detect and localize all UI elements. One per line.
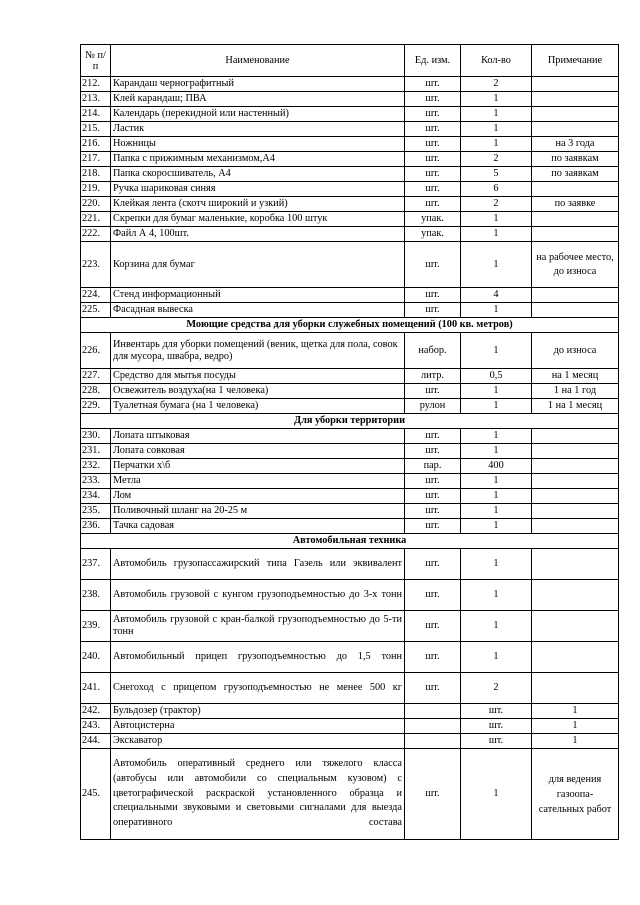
- row-note: [532, 549, 619, 580]
- row-qty: 2: [461, 197, 532, 212]
- row-note: [532, 504, 619, 519]
- table-row: [81, 288, 619, 303]
- section-title: Автомобильная техника: [81, 534, 619, 549]
- row-note: [532, 92, 619, 107]
- row-note: 1: [532, 704, 619, 719]
- section-header: [81, 318, 619, 333]
- row-num: 214.: [81, 107, 111, 122]
- header-note: Примечание: [532, 45, 619, 77]
- row-num: 217.: [81, 152, 111, 167]
- section-title: Моющие средства для уборки служебных помещений (100 кв. метров): [81, 318, 619, 333]
- row-note: на 1 месяц: [532, 369, 619, 384]
- row-unit: шт.: [405, 122, 461, 137]
- row-unit: шт.: [405, 580, 461, 611]
- row-name: Ластик: [111, 122, 405, 137]
- row-note: [532, 580, 619, 611]
- row-note: [532, 444, 619, 459]
- row-unit: шт.: [405, 288, 461, 303]
- row-note: 1 на 1 год: [532, 384, 619, 399]
- row-qty: 1: [461, 749, 532, 840]
- row-qty: 1: [461, 429, 532, 444]
- row-num: 233.: [81, 474, 111, 489]
- row-unit: шт.: [405, 549, 461, 580]
- table-row: [81, 489, 619, 504]
- row-qty: 4: [461, 288, 532, 303]
- row-qty: 1: [461, 611, 532, 642]
- row-num: 220.: [81, 197, 111, 212]
- table-row: [81, 107, 619, 122]
- row-num: 244.: [81, 734, 111, 749]
- section-title: Для уборки территории: [81, 414, 619, 429]
- row-num: 229.: [81, 399, 111, 414]
- row-unit: шт.: [405, 167, 461, 182]
- row-unit: набор.: [405, 333, 461, 369]
- section-header: [81, 414, 619, 429]
- section-header: [81, 534, 619, 549]
- row-qty: 1: [461, 489, 532, 504]
- table-row: [81, 444, 619, 459]
- row-name: Автомобиль оперативный среднего или тяжелого класса (автобусы или автомобили со специальным кузовом) с цветографической раскраской установленного образца и специальными звуковыми и световыми сигналами для выезда оперативного состава: [111, 749, 405, 840]
- row-unit: шт.: [405, 92, 461, 107]
- row-qty: 2: [461, 673, 532, 704]
- row-name: Корзина для бумаг: [111, 242, 405, 288]
- table-row: [81, 673, 619, 704]
- table-row: [81, 137, 619, 152]
- row-unit: шт.: [405, 642, 461, 673]
- row-qty: 1: [461, 549, 532, 580]
- row-name: Стенд информационный: [111, 288, 405, 303]
- row-note: 1: [532, 734, 619, 749]
- row-unit: шт.: [405, 303, 461, 318]
- table-row: [81, 197, 619, 212]
- table-row: [81, 152, 619, 167]
- row-unit: шт.: [405, 429, 461, 444]
- table-row: [81, 429, 619, 444]
- table-header-row: [81, 45, 619, 77]
- row-num: 222.: [81, 227, 111, 242]
- row-qty: 1: [461, 137, 532, 152]
- row-unit: шт.: [405, 444, 461, 459]
- row-note: [532, 519, 619, 534]
- row-name: Лопата совковая: [111, 444, 405, 459]
- row-note: [532, 212, 619, 227]
- table-row: [81, 369, 619, 384]
- row-qty: шт.: [461, 719, 532, 734]
- row-qty: 1: [461, 399, 532, 414]
- row-qty: 400: [461, 459, 532, 474]
- row-num: 240.: [81, 642, 111, 673]
- table-row: [81, 474, 619, 489]
- row-qty: 1: [461, 333, 532, 369]
- row-name: Автомобиль грузовой с кран-балкой грузоподъемностью до 5-ти тонн: [111, 611, 405, 642]
- row-note: [532, 642, 619, 673]
- table-row: [81, 611, 619, 642]
- table-row: [81, 92, 619, 107]
- row-name: Клейкая лента (скотч широкий и узкий): [111, 197, 405, 212]
- row-note: [532, 429, 619, 444]
- row-num: 238.: [81, 580, 111, 611]
- row-unit: шт.: [405, 137, 461, 152]
- table-row: [81, 303, 619, 318]
- row-note: [532, 77, 619, 92]
- table-row: [81, 580, 619, 611]
- row-name: Лопата штыковая: [111, 429, 405, 444]
- table-row: [81, 122, 619, 137]
- row-name: Средство для мытья посуды: [111, 369, 405, 384]
- row-note: [532, 673, 619, 704]
- row-num: 241.: [81, 673, 111, 704]
- row-qty: 1: [461, 227, 532, 242]
- row-name: Файл А 4, 100шт.: [111, 227, 405, 242]
- row-qty: 1: [461, 92, 532, 107]
- row-num: 219.: [81, 182, 111, 197]
- row-name: Ручка шариковая синяя: [111, 182, 405, 197]
- row-name: Освежитель воздуха(на 1 человека): [111, 384, 405, 399]
- row-qty: 1: [461, 519, 532, 534]
- row-qty: 1: [461, 642, 532, 673]
- row-num: 236.: [81, 519, 111, 534]
- row-num: 239.: [81, 611, 111, 642]
- row-name: Туалетная бумага (на 1 человека): [111, 399, 405, 414]
- row-num: 224.: [81, 288, 111, 303]
- row-note: на рабочее место, до износа: [532, 242, 619, 288]
- table-row: [81, 212, 619, 227]
- row-name: Поливочный шланг на 20-25 м: [111, 504, 405, 519]
- table-row: [81, 227, 619, 242]
- row-unit: шт.: [405, 474, 461, 489]
- table-row: [81, 519, 619, 534]
- row-unit: рулон: [405, 399, 461, 414]
- row-unit: упак.: [405, 227, 461, 242]
- row-note: [532, 288, 619, 303]
- row-qty: 5: [461, 167, 532, 182]
- row-unit: шт.: [405, 197, 461, 212]
- row-num: 228.: [81, 384, 111, 399]
- table-row: [81, 77, 619, 92]
- row-name: Папка скоросшиватель, А4: [111, 167, 405, 182]
- table-row: [81, 642, 619, 673]
- row-name: Снегоход с прицепом грузоподъемностью не менее 500 кг: [111, 673, 405, 704]
- row-num: 226.: [81, 333, 111, 369]
- row-name: Лом: [111, 489, 405, 504]
- row-num: 216.: [81, 137, 111, 152]
- row-unit: шт.: [405, 384, 461, 399]
- row-qty: 1: [461, 384, 532, 399]
- row-name: Автоцистерна: [111, 719, 405, 734]
- table-row: [81, 182, 619, 197]
- row-note: [532, 459, 619, 474]
- row-name: Инвентарь для уборки помещений (веник, щетка для пола, совок для мусора, швабра, ведро): [111, 333, 405, 369]
- row-name: Папка с прижимным механизмом,А4: [111, 152, 405, 167]
- row-note: [532, 474, 619, 489]
- row-name: Метла: [111, 474, 405, 489]
- row-name: Тачка садовая: [111, 519, 405, 534]
- row-name: Экскаватор: [111, 734, 405, 749]
- row-num: 227.: [81, 369, 111, 384]
- row-unit: шт.: [405, 489, 461, 504]
- row-num: 230.: [81, 429, 111, 444]
- row-num: 234.: [81, 489, 111, 504]
- table-row: [81, 333, 619, 369]
- row-num: 231.: [81, 444, 111, 459]
- row-name: Скрепки для бумаг маленькие, коробка 100 штук: [111, 212, 405, 227]
- row-note: на 3 года: [532, 137, 619, 152]
- row-name: Фасадная вывеска: [111, 303, 405, 318]
- row-note: для ведения газоопа-сательных работ: [532, 749, 619, 840]
- row-note: [532, 227, 619, 242]
- supply-table: [80, 44, 619, 840]
- row-unit: шт.: [405, 152, 461, 167]
- header-qty: Кол-во: [461, 45, 532, 77]
- row-qty: шт.: [461, 704, 532, 719]
- row-name: Автомобиль грузопассажирский типа Газель или эквивалент: [111, 549, 405, 580]
- row-qty: 1: [461, 303, 532, 318]
- table-row: [81, 504, 619, 519]
- row-num: 245.: [81, 749, 111, 840]
- row-name: Календарь (перекидной или настенный): [111, 107, 405, 122]
- row-note: по заявкам: [532, 167, 619, 182]
- row-num: 235.: [81, 504, 111, 519]
- row-qty: 1: [461, 122, 532, 137]
- row-num: 212.: [81, 77, 111, 92]
- row-num: 232.: [81, 459, 111, 474]
- header-num: № п/п: [81, 45, 111, 77]
- row-num: 225.: [81, 303, 111, 318]
- table-row: [81, 549, 619, 580]
- row-note: [532, 107, 619, 122]
- row-unit: шт.: [405, 107, 461, 122]
- row-qty: 2: [461, 152, 532, 167]
- row-note: [532, 122, 619, 137]
- row-name: Ножницы: [111, 137, 405, 152]
- row-name: Перчатки х\б: [111, 459, 405, 474]
- header-unit: Ед. изм.: [405, 45, 461, 77]
- table-row: [81, 749, 619, 840]
- row-unit: шт.: [405, 242, 461, 288]
- row-qty: 6: [461, 182, 532, 197]
- table-row: [81, 384, 619, 399]
- table-row: [81, 459, 619, 474]
- table-row: [81, 399, 619, 414]
- row-num: 215.: [81, 122, 111, 137]
- row-unit: литр.: [405, 369, 461, 384]
- row-name: Автомобиль грузовой с кунгом грузоподъемностью до 3-х тонн: [111, 580, 405, 611]
- row-unit: шт.: [405, 611, 461, 642]
- table-row: [81, 242, 619, 288]
- row-qty: 0,5: [461, 369, 532, 384]
- row-unit: шт.: [405, 77, 461, 92]
- row-note: [532, 303, 619, 318]
- row-num: 221.: [81, 212, 111, 227]
- row-qty: 1: [461, 107, 532, 122]
- row-name: Карандаш чернографитный: [111, 77, 405, 92]
- row-unit: шт.: [405, 182, 461, 197]
- row-name: Клей карандаш; ПВА: [111, 92, 405, 107]
- row-unit: шт.: [405, 749, 461, 840]
- row-qty: шт.: [461, 734, 532, 749]
- row-unit: шт.: [405, 673, 461, 704]
- row-qty: 1: [461, 474, 532, 489]
- row-qty: 1: [461, 580, 532, 611]
- table-row: [81, 719, 619, 734]
- row-num: 213.: [81, 92, 111, 107]
- row-num: 242.: [81, 704, 111, 719]
- row-note: по заявкам: [532, 152, 619, 167]
- row-qty: 2: [461, 77, 532, 92]
- row-qty: 1: [461, 444, 532, 459]
- table-row: [81, 704, 619, 719]
- table-row: [81, 734, 619, 749]
- row-unit: упак.: [405, 212, 461, 227]
- row-name: Бульдозер (трактор): [111, 704, 405, 719]
- row-note: до износа: [532, 333, 619, 369]
- row-qty: 1: [461, 504, 532, 519]
- row-note: [532, 489, 619, 504]
- row-note: [532, 611, 619, 642]
- row-unit: шт.: [405, 519, 461, 534]
- row-unit: шт.: [405, 504, 461, 519]
- row-note: 1 на 1 месяц: [532, 399, 619, 414]
- row-qty: 1: [461, 242, 532, 288]
- row-qty: 1: [461, 212, 532, 227]
- row-note: по заявке: [532, 197, 619, 212]
- row-num: 237.: [81, 549, 111, 580]
- row-name: Автомобильный прицеп грузоподъемностью до 1,5 тонн: [111, 642, 405, 673]
- row-num: 223.: [81, 242, 111, 288]
- row-unit: пар.: [405, 459, 461, 474]
- row-num: 243.: [81, 719, 111, 734]
- table-row: [81, 167, 619, 182]
- row-note: [532, 182, 619, 197]
- row-num: 218.: [81, 167, 111, 182]
- row-note: 1: [532, 719, 619, 734]
- header-name: Наименование: [111, 45, 405, 77]
